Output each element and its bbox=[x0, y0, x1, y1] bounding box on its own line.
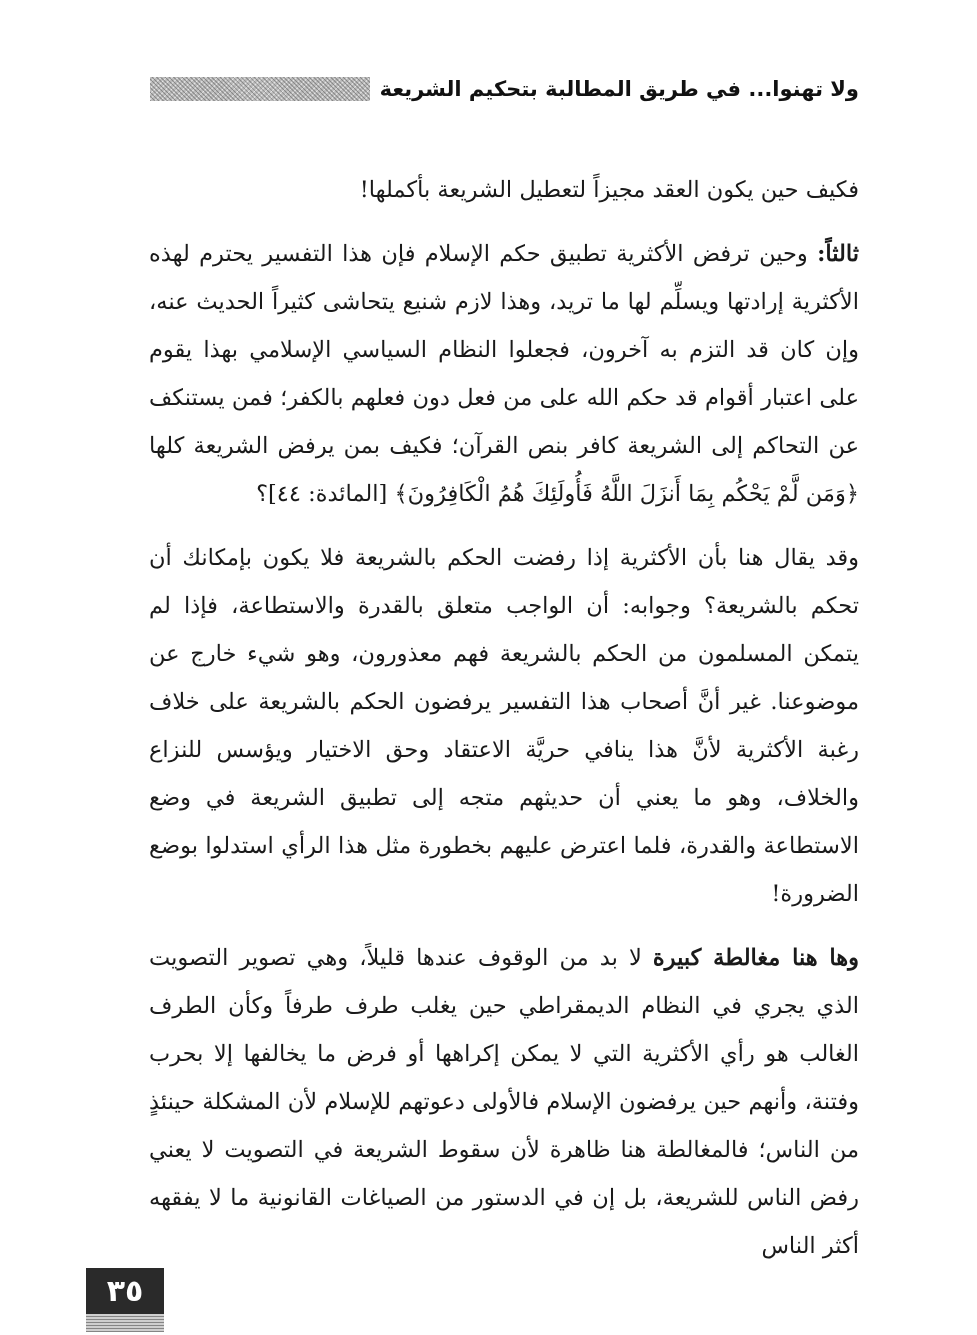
body-text bbox=[149, 166, 859, 1270]
paragraph-fallacy-text: لا بد من الوقوف عندها قليلاً، وهي تصوير التصويت الذي يجري في النظام الديمقراطي حين يغلب طرف طرفاً وكأن الطرف الغالب هو رأي الأكثرية التي لا يمكن إكراهها أو فرض ما يخالفها إلا بحرب وفتنة، وأنهم حين يرفضون الإسلام فالأولى دعوتهم للإسلام لأن المشكلة حينئذٍ من الناس؛ فالمغالطة هنا ظاهرة لأن سقوط الشريعة في التصويت لا يعني رفض الناس للشريعة، بل إن في الدستور من الصياغات القانونية ما لا يفقهه أكثر الناس bbox=[149, 945, 859, 1259]
paragraph-objection: وقد يقال هنا بأن الأكثرية إذا رفضت الحكم بالشريعة فلا يكون بإمكانك أن تحكم بالشريعة؟ وجوابه: أن الواجب متعلق بالقدرة والاستطاعة، فإذا لم يتمكن المسلمون من الحكم بالشريعة فهم معذورون، وهو شيء خارج عن موضوعنا. غير أنَّ أصحاب هذا التفسير يرفضون الحكم بالشريعة على خلاف رغبة الأكثرية لأنَّ هذا ينافي حريَّة الاعتقاد وحق الاختيار ويؤسس للنزاع والخلاف، وهو ما يعني أن حديثهم متجه إلى تطبيق الشريعة في وضع الاستطاعة والقدرة، فلما اعترض عليهم بخطورة مثل هذا الرأي استدلوا بوضع الضرورة! bbox=[149, 545, 859, 907]
paragraph-intro: فكيف حين يكون العقد مجيزاً لتعطيل الشريعة بأكملها! bbox=[359, 177, 859, 203]
page-number-texture bbox=[86, 1314, 164, 1332]
paragraph-fallacy bbox=[149, 934, 859, 1270]
paragraph-thirdly-text: وحين ترفض الأكثرية تطبيق حكم الإسلام فإن هذا التفسير يحترم لهذه الأكثرية إرادتها ويسلِّم لها ما تريد، وهذا لازم شنيع يتحاشى كثيراً الحديث عنه، وإن كان قد التزم به آخرون، فجعلوا النظام السياسي الإسلامي بهذا يقوم على اعتبار أقوام قد حكم الله على من فعل دون فعلهم بالكفر؛ فمن يستنكف عن التحاكم إلى الشريعة كافر بنص القرآن؛ فكيف بمن يرفض الشريعة كلها ﴿وَمَن لَّمْ يَحْكُم بِمَا أَنزَلَ اللَّهُ فَأُولَئِكَ هُمُ الْكَافِرُونَ﴾ [المائدة: ٤٤]؟ bbox=[149, 241, 859, 507]
running-header-title: ولا تهنوا... في طريق المطالبة بتحكيم الشريعة bbox=[379, 77, 859, 101]
page-number: ٣٥ bbox=[86, 1268, 164, 1314]
paragraph-thirdly bbox=[149, 230, 859, 518]
header-decorative-bar bbox=[150, 77, 370, 101]
running-header bbox=[150, 72, 859, 106]
paragraph-lead-fallacy: وها هنا مغالطة كبيرة bbox=[652, 945, 859, 971]
paragraph-lead-thirdly: ثالثاً: bbox=[817, 241, 859, 267]
